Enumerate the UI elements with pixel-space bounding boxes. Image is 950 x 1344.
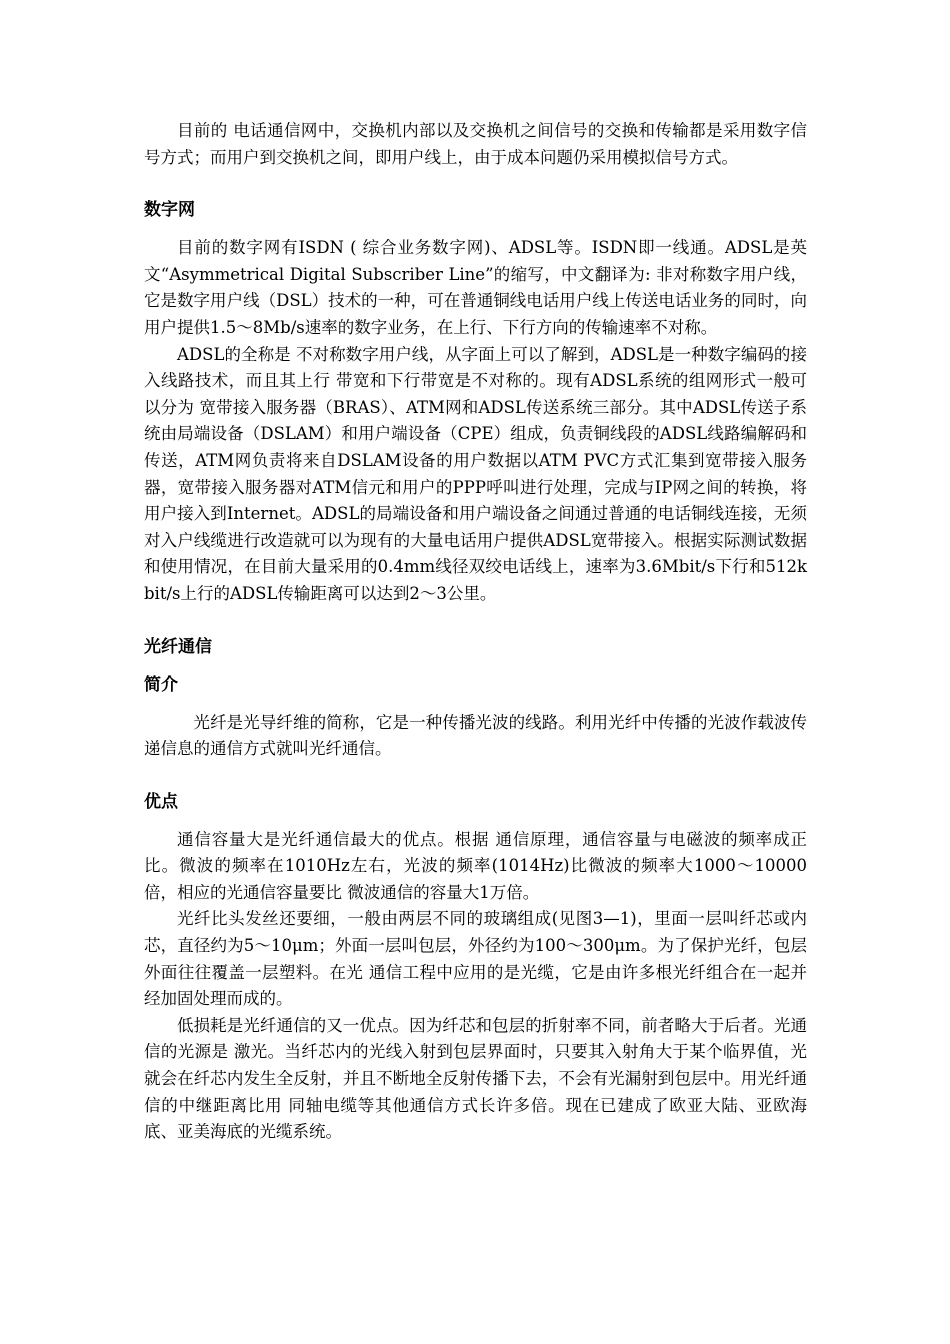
intro-paragraph: 目前的 电话通信网中，交换机内部以及交换机之间信号的交换和传输都是采用数字信号方式；而用户到交换机之间，即用户线上，由于成本问题仍采用模拟信号方式。 [144,121,807,167]
digital-net-paragraph-2: ADSL的全称是 不对称数字用户线，从字面上可以了解到，ADSL是一种数字编码的接入线路技术，而且其上行 带宽和下行带宽是不对称的。现有ADSL系统的组网形式一般可以分为 宽带接入服务器（BRAS）、ATM网和ADSL传送系统三部分。其中ADSL传送子系统由局端设备（DSLAM）和用户端设备（CPE）组成，负责铜线段的ADSL线路编解码和传送，ATM网负责将来自DSLAM设备的用户数据以ATM PVC方式汇集到宽带接入服务器，宽带接入服务器对ATM信元和用户的PPP呼叫进行处理，完成与IP网之间的转换，将用户接入到Internet。ADSL的局端设备和用户端设备之间通过普通的电话铜线连接，无须对入户线缆进行改造就可以为现有的大量电话用户提供ADSL宽带接入。根据实际测试数据和使用情况，在目前大量采用的0.4mm线径双绞电话线上，速率为3.6Mbit/s下行和512kbit/s上行的ADSL传输距离可以达到2～3公里。 [144,344,807,603]
section-heading-fiber: 光纤通信 [144,636,212,657]
advantages-paragraph-3: 低损耗是光纤通信的又一优点。因为纤芯和包层的折射率不同，前者略大于后者。光通信的光源是 激光。当纤芯内的光线入射到包层界面时，只要其入射角大于某个临界值，光就会在纤芯内发生全反射，并且不断地全反射传播下去，不会有光漏射到包层中。用光纤通信的中继距离比用 同轴电缆等其他通信方式长许多倍。现在已建成了欧亚大陆、亚欧海底、亚美海底的光缆系统。 [144,1015,807,1142]
subsection-heading-intro: 简介 [144,674,178,695]
fiber-intro-paragraph: 光纤是光导纤维的简称，它是一种传播光波的线路。利用光纤中传播的光波作载波传递信息的通信方式就叫光纤通信。 [144,712,807,759]
section-heading-digital-net: 数字网 [144,200,195,221]
spacer [144,763,807,789]
subsection-heading-advantages: 优点 [144,791,178,812]
spacer [144,660,807,672]
spacer [144,815,807,827]
spacer [144,223,807,235]
spacer [144,698,807,710]
digital-net-paragraph-1: 目前的数字网有ISDN ( 综合业务数字网)、ADSL等。ISDN即一线通。ADSL是英文“Asymmetrical Digital Subscriber Line”的缩写，中文翻译为: 非对称数字用户线，它是数字用户线（DSL）技术的一种，可在普通铜线电话用户线上传送电话业务的同时，向用户提供1.5～8Mb/s速率的数字业务，在上行、下行方向的传输速率不对称。 [144,238,807,337]
spacer [144,171,807,197]
advantages-paragraph-2: 光纤比头发丝还要细，一般由两层不同的玻璃组成(见图3—1)，里面一层叫纤芯或内芯，直径约为5～10μm；外面一层叫包层，外径约为100～300μm。为了保护光纤，包层外面往往覆盖一层塑料。在光 通信工程中应用的是光缆，它是由许多根光纤组合在一起并经加固处理而成的。 [144,909,807,1009]
spacer [144,608,807,634]
advantages-paragraph-1: 通信容量大是光纤通信最大的优点。根据 通信原理，通信容量与电磁波的频率成正比。微波的频率在1010Hz左右，光波的频率(1014Hz)比微波的频率大1000～10000倍，相应的光通信容量要比 微波通信的容量大1万倍。 [144,829,807,902]
document-page [144,118,807,1146]
